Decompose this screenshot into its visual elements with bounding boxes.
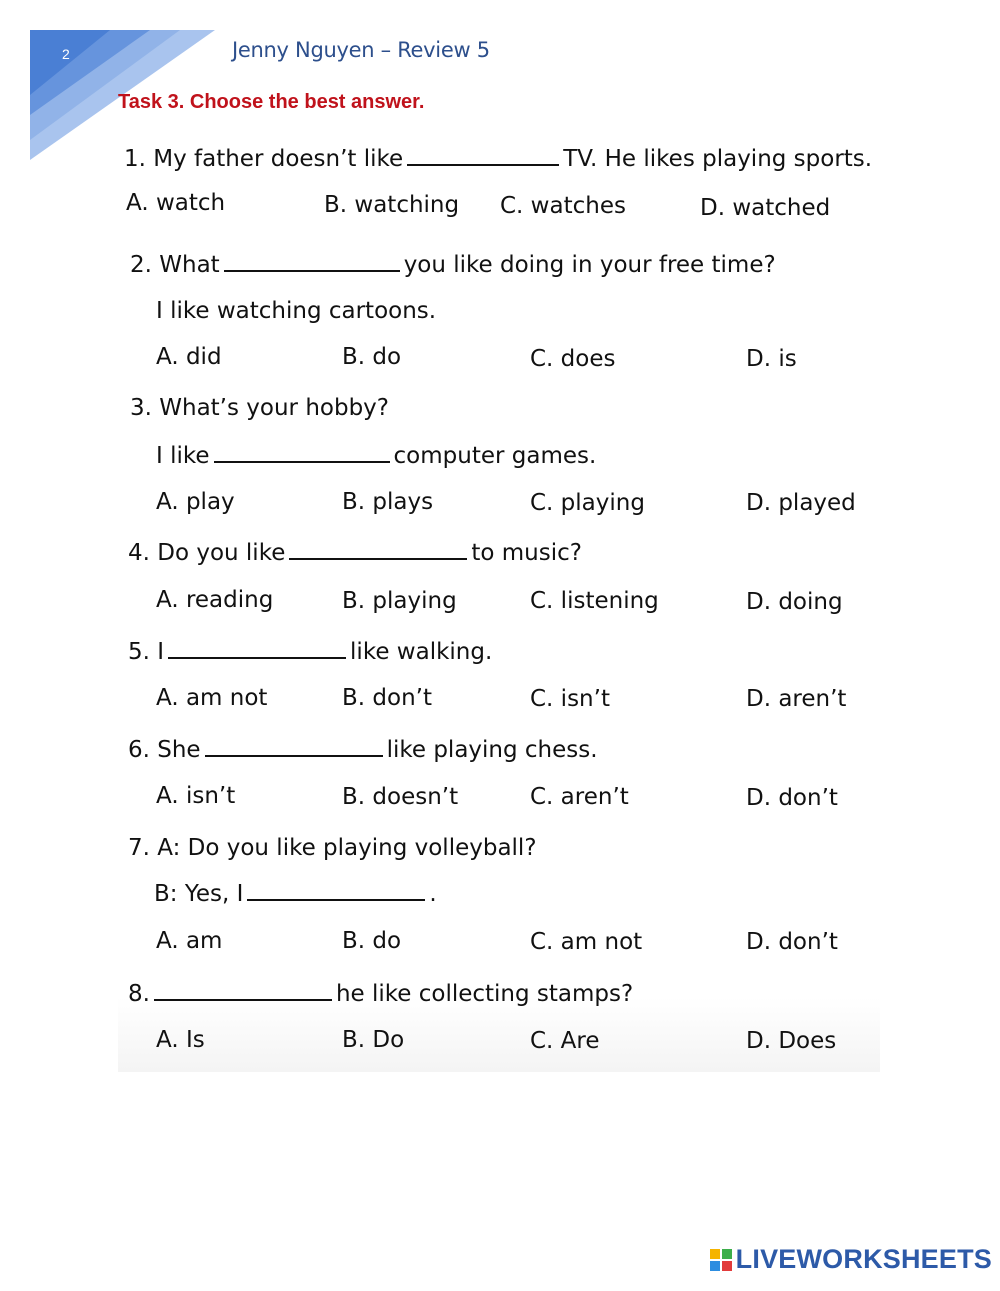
answer-blank-3[interactable]: [214, 460, 390, 463]
answer-blank-7[interactable]: [247, 898, 425, 901]
question-5-option-c[interactable]: C. isn’t: [530, 686, 610, 712]
question-4-option-c[interactable]: C. listening: [530, 588, 659, 614]
liveworksheets-grid-icon: [710, 1249, 732, 1271]
question-6-option-d[interactable]: D. don’t: [746, 785, 838, 811]
question-3-prompt: 3. What’s your hobby?: [130, 395, 389, 421]
question-8-option-a[interactable]: A. Is: [156, 1027, 205, 1053]
question-4-option-b[interactable]: B. playing: [342, 588, 457, 614]
question-5-option-a[interactable]: A. am not: [156, 685, 268, 711]
question-5-option-d[interactable]: D. aren’t: [746, 686, 847, 712]
question-8-prompt: 8. he like collecting stamps?: [128, 981, 634, 1007]
question-7-option-a[interactable]: A. am: [156, 928, 223, 954]
answer-blank-2[interactable]: [224, 269, 400, 272]
answer-blank-4[interactable]: [289, 557, 467, 560]
question-2-sub: I like watching cartoons.: [156, 298, 437, 324]
answer-blank-5[interactable]: [168, 656, 346, 659]
question-5-prompt: 5. I like walking.: [128, 639, 493, 665]
liveworksheets-logo[interactable]: [710, 1244, 992, 1275]
question-3-option-b[interactable]: B. plays: [342, 489, 434, 515]
question-7-option-b[interactable]: B. do: [342, 928, 402, 954]
question-3-option-a[interactable]: A. play: [156, 489, 235, 515]
question-4-option-d[interactable]: D. doing: [746, 589, 843, 615]
question-8-option-c[interactable]: C. Are: [530, 1028, 600, 1054]
question-6-option-a[interactable]: A. isn’t: [156, 783, 236, 809]
question-5-option-b[interactable]: B. don’t: [342, 685, 432, 711]
question-2-option-c[interactable]: C. does: [530, 346, 616, 372]
question-7-option-c[interactable]: C. am not: [530, 929, 643, 955]
question-1-prompt: 1. My father doesn’t like TV. He likes playing sports.: [124, 146, 873, 172]
question-2-option-a[interactable]: A. did: [156, 344, 222, 370]
question-2-option-b[interactable]: B. do: [342, 344, 402, 370]
question-2-prompt: 2. What you like doing in your free time?: [130, 252, 776, 278]
question-1-option-d[interactable]: D. watched: [700, 195, 831, 221]
header-title: Jenny Nguyen – Review 5: [232, 38, 490, 62]
question-1-option-c[interactable]: C. watches: [500, 193, 626, 219]
question-8-option-d[interactable]: D. Does: [746, 1028, 837, 1054]
worksheet-area: [118, 130, 880, 1072]
question-2-option-d[interactable]: D. is: [746, 346, 797, 372]
question-6-option-c[interactable]: C. aren’t: [530, 784, 629, 810]
question-7-prompt: 7. A: Do you like playing volleyball?: [128, 835, 537, 861]
task-title: Task 3. Choose the best answer.: [118, 91, 425, 113]
question-6-option-b[interactable]: B. doesn’t: [342, 784, 459, 810]
question-1-option-a[interactable]: A. watch: [126, 190, 226, 216]
question-1-option-b[interactable]: B. watching: [324, 192, 460, 218]
question-7-option-d[interactable]: D. don’t: [746, 929, 838, 955]
answer-blank-8[interactable]: [154, 998, 332, 1001]
question-6-prompt: 6. She like playing chess.: [128, 737, 598, 763]
question-3-sub: I like computer games.: [156, 443, 597, 469]
footer-brand: LIVEWORKSHEETS: [735, 1244, 992, 1274]
question-3-option-c[interactable]: C. playing: [530, 490, 645, 516]
question-3-option-d[interactable]: D. played: [746, 490, 856, 516]
page-number: 2: [62, 46, 70, 62]
question-4-option-a[interactable]: A. reading: [156, 587, 274, 613]
answer-blank-1[interactable]: [407, 163, 559, 166]
question-4-prompt: 4. Do you like to music?: [128, 540, 582, 566]
answer-blank-6[interactable]: [205, 754, 383, 757]
question-8-option-b[interactable]: B. Do: [342, 1027, 405, 1053]
question-7-sub: B: Yes, I .: [154, 881, 437, 907]
